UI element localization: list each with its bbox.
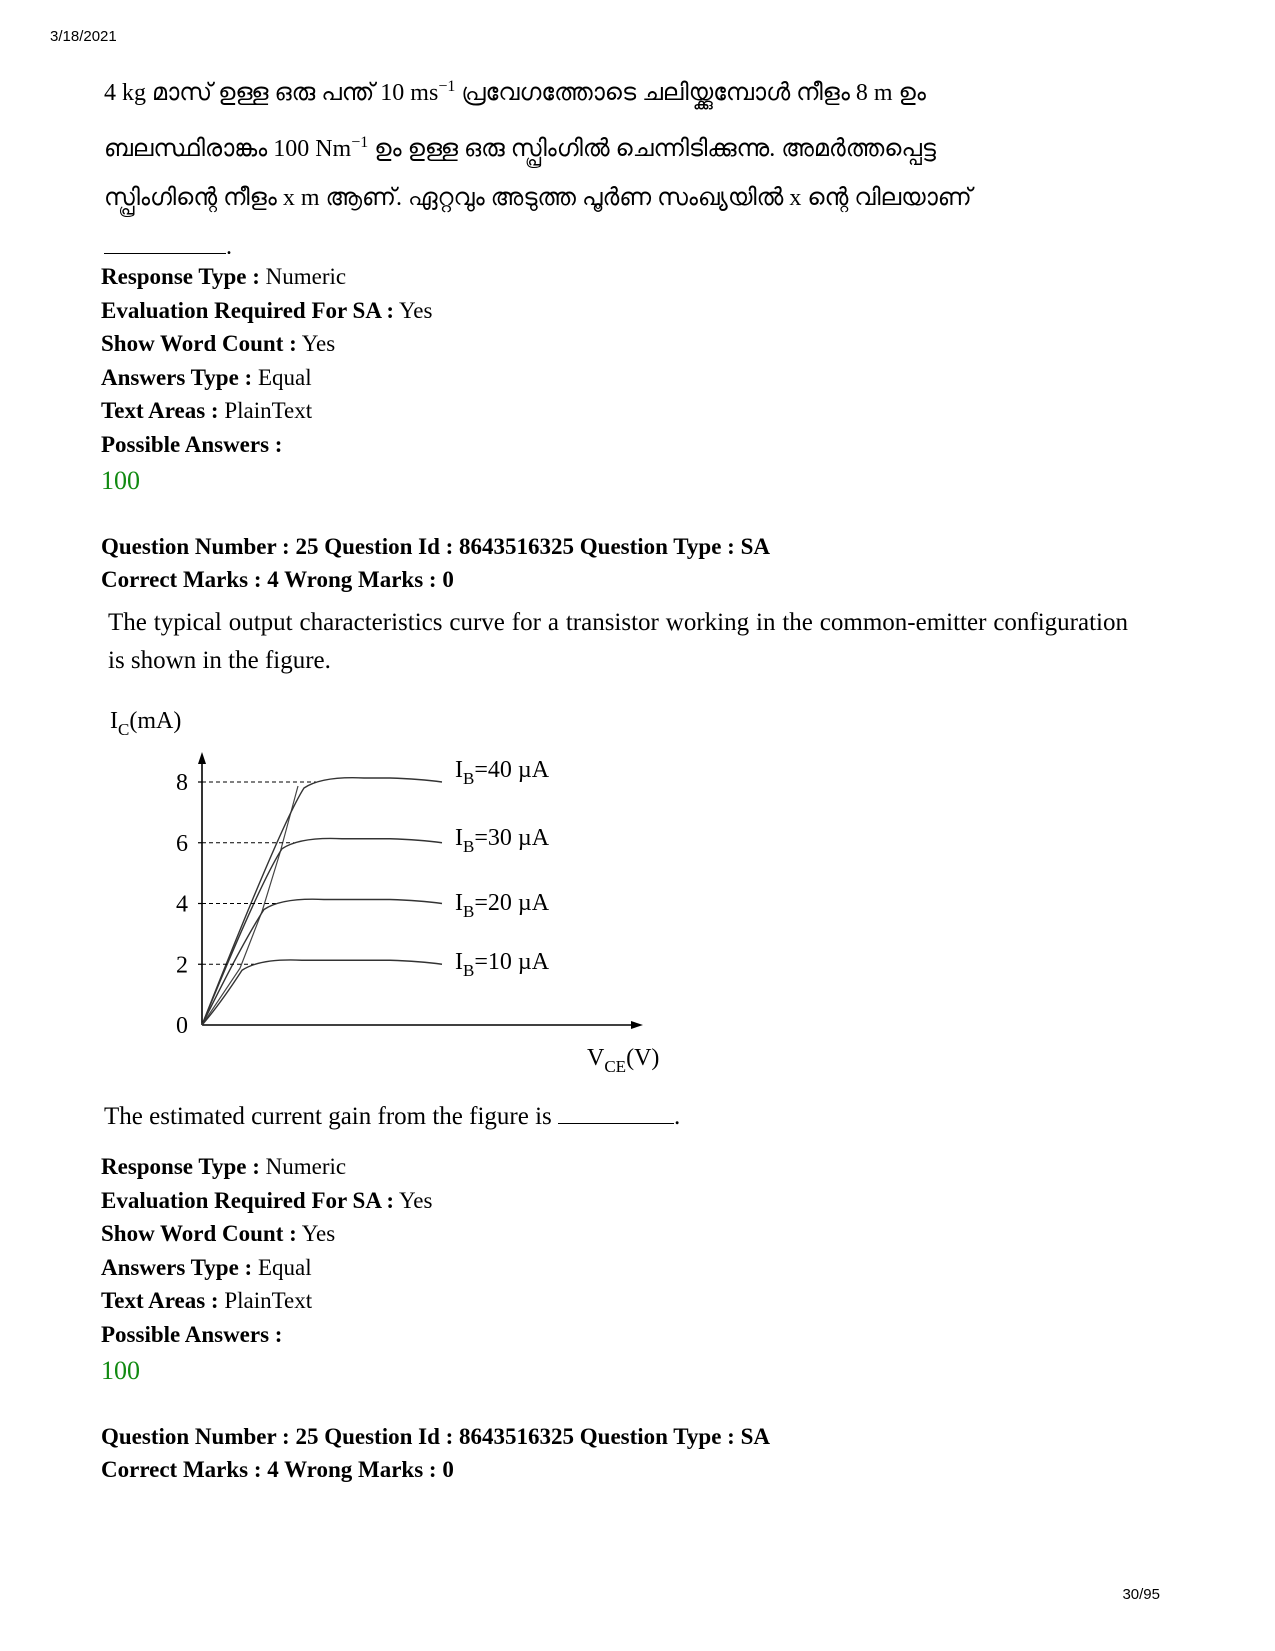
x-axis-arrow (631, 1021, 643, 1029)
y-tick-label: 6 (176, 830, 188, 857)
series-curve (202, 778, 442, 1025)
y-tick-label: 4 (176, 891, 188, 918)
word-count-row: Show Word Count : Yes (101, 1221, 336, 1246)
answers-type-row: Answers Type : Equal (101, 364, 312, 390)
evaluation-row: Evaluation Required For SA : Yes (101, 1187, 433, 1213)
series-label: $I_B=30$ µA (455, 825, 550, 856)
print-date: 3/18/2021 (50, 28, 117, 45)
question-header-line2: Correct Marks : 4 Wrong Marks : 0 (101, 1457, 454, 1482)
answer-blank (104, 235, 226, 254)
response-type-row: Response Type : Numeric (101, 264, 347, 289)
x-axis-label: $V_{CE}(V)$ (587, 1045, 660, 1076)
y-axis-arrow (198, 752, 206, 764)
series-label: $I_B=20$ µA (455, 890, 550, 921)
possible-answers-row: Possible Answers : (101, 1321, 283, 1347)
page-number: 30/95 (1122, 1586, 1160, 1603)
question-prompt: The estimated current gain from the figure is . (104, 1103, 681, 1130)
question-text: The typical output characteristics curve for a transistor working in the common-emitter configuration is shown in the figure. (108, 609, 1128, 674)
response-type-row: Response Type : Numeric (101, 1154, 347, 1179)
y-tick-label: 0 (176, 1013, 188, 1039)
series-curve (202, 838, 442, 1025)
y-tick-label: 8 (176, 770, 188, 796)
question-header-line2: Correct Marks : 4 Wrong Marks : 0 (101, 567, 454, 592)
possible-answer-value: 100 (101, 1356, 140, 1385)
characteristics-chart (90, 708, 710, 1130)
question-header (101, 530, 770, 596)
response-meta-block (101, 260, 432, 501)
question-text-malayalam (104, 62, 1184, 272)
answers-type-row: Answers Type : Equal (101, 1254, 312, 1280)
possible-answers-row: Possible Answers : (101, 431, 283, 457)
y-tick-label: 2 (176, 952, 188, 979)
series-label: $I_B=10$ µA (455, 949, 550, 980)
text-areas-row: Text Areas : PlainText (101, 1288, 313, 1313)
series-curve (202, 960, 442, 1025)
y-axis-label: $I_C(mA)$ (110, 708, 182, 739)
series-curve (202, 899, 442, 1025)
question-header-line1: Question Number : 25 Question Id : 8643516325 Question Type : SA (101, 534, 770, 559)
evaluation-row: Evaluation Required For SA : Yes (101, 297, 433, 323)
question-header (101, 1420, 770, 1486)
question-line: ബലസ്ഥിരാങ്കം 100 $Nm^{-1}$ ഉം ഉള്ള ഒരു സ്പ്രിംഗിൽ ചെന്നിടിക്കുന്നു. അമർത്തപ്പെട്ട (104, 134, 936, 162)
text-areas-row: Text Areas : PlainText (101, 398, 313, 423)
series-label: $I_B=40$ µA (455, 757, 550, 788)
question-line: 4 kg മാസ് ഉള്ള ഒരു പന്ത് 10 $ms^{-1}$ പ്രവേഗത്തോടെ ചലിയ്ക്കുമ്പോൾ നീളം 8 m ഉം (104, 78, 926, 106)
answer-blank (558, 1105, 674, 1124)
question-header-line1: Question Number : 25 Question Id : 8643516325 Question Type : SA (101, 1424, 770, 1449)
response-meta-block (101, 1150, 432, 1391)
question-line: സ്പ്രിംഗിന്റെ നീളം x m ആണ്. ഏറ്റവും അടുത്ത പൂർണ സംഖ്യയിൽ x ന്റെ വിലയാണ് (104, 185, 972, 211)
possible-answer-value: 100 (101, 466, 140, 495)
characteristics-figure (90, 708, 710, 1130)
word-count-row: Show Word Count : Yes (101, 331, 336, 356)
answer-blank-line: . (104, 223, 1184, 272)
